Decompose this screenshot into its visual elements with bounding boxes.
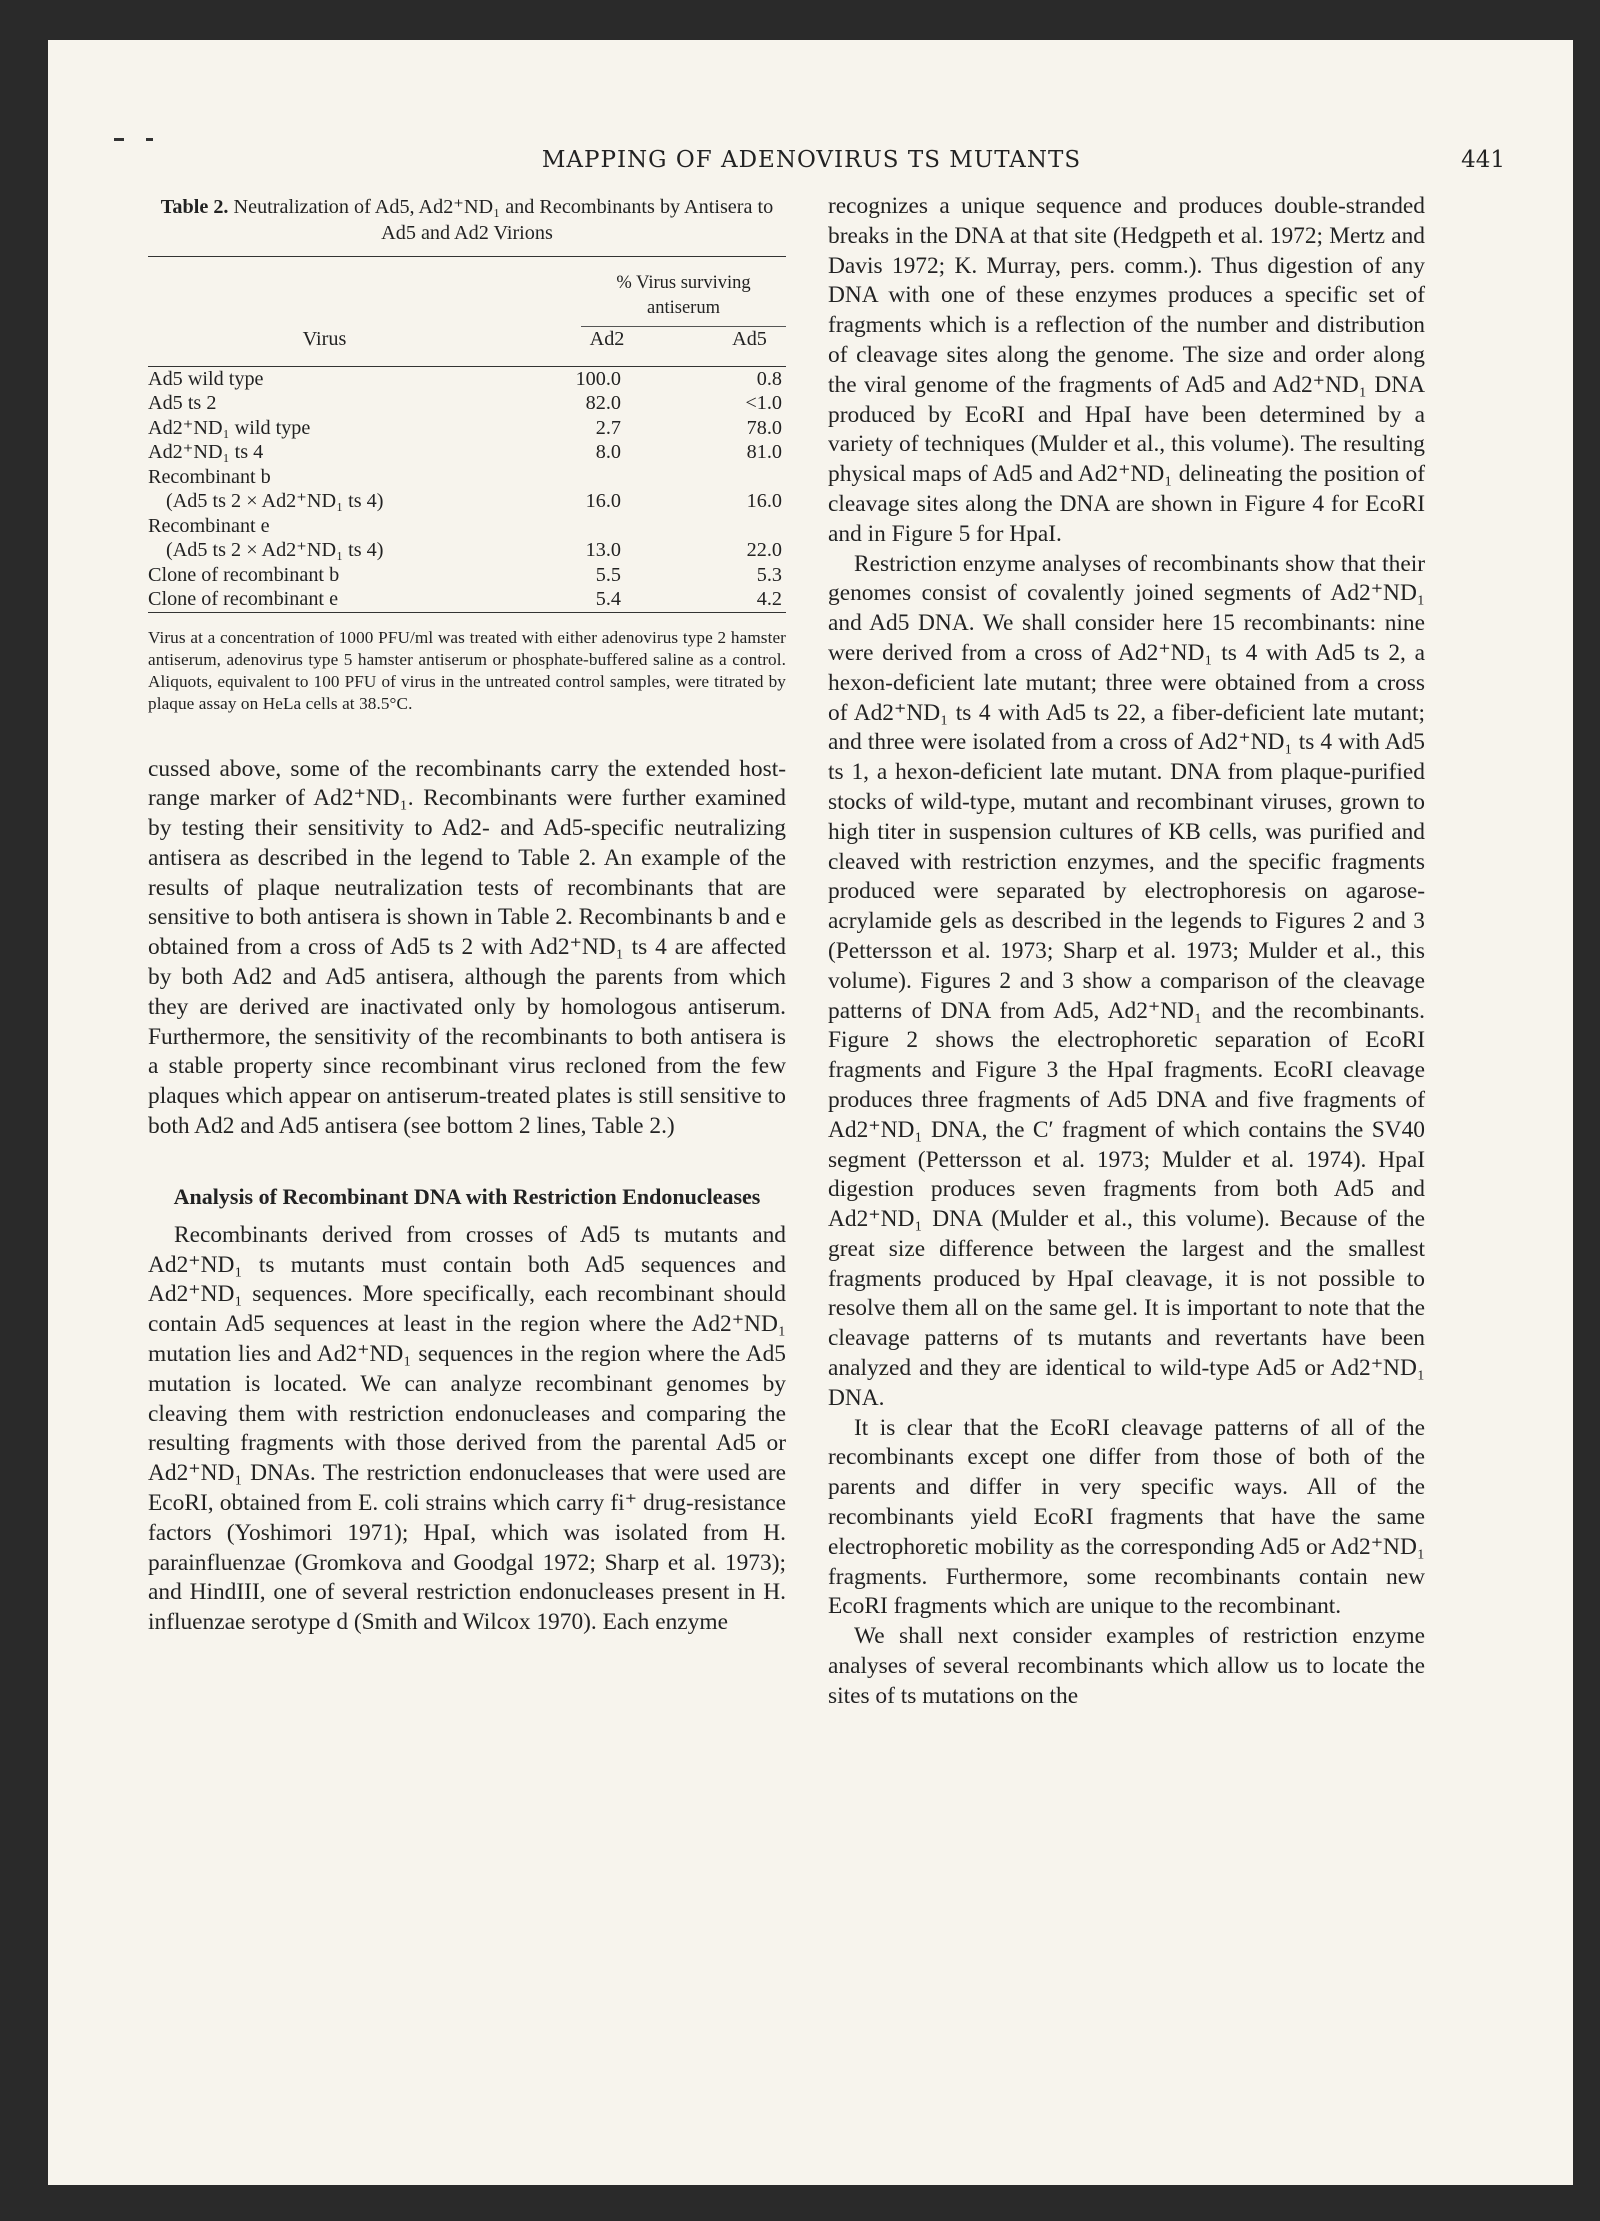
table-cell-ad2: 5.5 (595, 563, 621, 586)
table-cell-ad5: 22.0 (746, 539, 782, 561)
column-header-ad2: Ad2 (589, 328, 625, 350)
paragraph: Restriction enzyme analyses of recombinants show that their genomes consist of covalently joined segments of Ad2⁺ND₁ and Ad5 DNA. We shall consider here 15 recombinants: nine were derived from a cross of Ad2⁺ND₁ ts 4 with Ad5 ts 2, a hexon-deficient late mutant; three were obtained from a cross of Ad2⁺ND₁ ts 4 with Ad5 ts 22, a fiber-deficient late mutant; and three were isolated from a cross of Ad2⁺ND₁ ts 4 with Ad5 ts 1, a hexon-deficient late mutant. DNA from plaque-purified stocks of wild-type, mutant and recombinant viruses, grown to high titer in suspension cultures of KB cells, was purified and cleaved with restriction enzymes, and the specific fragments produced were separated by electrophoresis on agarose-acrylamide gels as described in the legends to Figures 2 and 3 (Pettersson et al. 1973; Sharp et al. 1973; Mulder et al., this volume). Figures 2 and 3 show a comparison of the cleavage patterns of DNA from Ad5, Ad2⁺ND₁ and the recombinants. Figure 2 shows the electrophoretic separation of EcoRI fragments and Figure 3 the HpaI fragments. EcoRI cleavage produces three fragments of Ad5 DNA and five fragments of Ad2⁺ND₁ DNA, the C′ fragment of which contains the SV40 segment (Pettersson et al. 1973; Mulder et al. 1974). HpaI digestion produces seven fragments from both Ad5 and Ad2⁺ND₁ DNA (Mulder et al., this volume). Because of the great size difference between the largest and the smallest fragments produced by HpaI cleavage, it is not possible to resolve them all on the same gel. It is important to note that the cleavage patterns of ts mutants and revertants have been analyzed and they are identical to wild-type Ad5 or Ad2⁺ND₁ DNA. (828, 550, 1425, 1411)
table-cell-ad2 (501, 514, 713, 539)
table-row (148, 514, 786, 539)
table-cell-ad2: 13.0 (585, 539, 621, 561)
table-caption (148, 194, 786, 246)
table-row (148, 538, 786, 563)
table-cell-virus: (Ad5 ts 2 × Ad2⁺ND₁ ts 4) (166, 490, 384, 512)
table-cell-ad5: 78.0 (746, 416, 782, 439)
table-row (148, 587, 786, 612)
paragraph: Recombinants derived from crosses of Ad5 ts mutants and Ad2⁺ND₁ ts mutants must contain both Ad5 sequences and Ad2⁺ND₁ sequences. More specifically, each recombinant should contain Ad5 sequences at least in the region where the Ad2⁺ND₁ mutation lies and Ad2⁺ND₁ sequences in the region where the Ad5 mutation is located. We can analyze recombinant genomes by cleaving them with restriction endonucleases and comparing the resulting fragments with those derived from the parental Ad5 or Ad2⁺ND₁ DNAs. The restriction endonucleases that were used are EcoRI, obtained from E. coli strains which carry fi⁺ drug-resistance factors (Yoshimori 1971); HpaI, which was isolated from H. parainfluenzae (Gromkova and Goodgal 1972; Sharp et al. 1973); and HindIII, one of several restriction endonucleases present in H. influenzae serotype d (Smith and Wilcox 1970). Each enzyme (148, 1221, 786, 1636)
scan-mark (114, 138, 124, 141)
running-head: MAPPING OF ADENOVIRUS TS MUTANTS (541, 147, 1082, 173)
table-cell-virus: (Ad5 ts 2 × Ad2⁺ND₁ ts 4) (166, 539, 384, 561)
table-row (148, 465, 786, 490)
table-caption-text: Neutralization of Ad5, Ad2⁺ND₁ and Recombinants by Antisera to Ad5 and Ad2 Virions (233, 196, 774, 244)
table-footnote: Virus at a concentration of 1000 PFU/ml was treated with either adenovirus type 2 hamster antiserum, adenovirus type 5 hamster antiserum or phosphate-buffered saline as a control. Aliquots, equivalent to 100 PFU of virus in the untreated control samples, were titrated by plaque assay on HeLa cells at 38.5°C. (148, 627, 786, 713)
page-number: 441 (1461, 147, 1505, 173)
table-cell-virus: Ad5 wild type (148, 367, 264, 390)
table-label: Table 2. (160, 196, 229, 218)
page-header (118, 147, 1505, 181)
paper-page (48, 40, 1573, 2185)
table-row (148, 563, 786, 588)
table-cell-ad5: 0.8 (756, 367, 782, 390)
paragraph: cussed above, some of the recombinants carry the extended host-range marker of Ad2⁺ND₁. Recombinants were further examined by testing their sensitivity to Ad2- and Ad5-specific neutralizing antisera as described in the legend to Table 2. An example of the results of plaque neutralization tests of recombinants that are sensitive to both antisera is shown in Table 2. Recombinants b and e obtained from a cross of Ad5 ts 2 with Ad2⁺ND₁ ts 4 are affected by both Ad2 and Ad5 antisera, although the parents from which they are derived are inactivated only by homologous antiserum. Furthermore, the sensitivity of the recombinants to both antisera is a stable property since recombinant virus recloned from the few plaques which appear on antiserum-treated plates is still sensitive to both Ad2 and Ad5 antisera (see bottom 2 lines, Table 2.) (148, 755, 786, 1140)
table-cell-ad2: 2.7 (595, 416, 621, 439)
table-cell-ad2: 82.0 (585, 392, 621, 414)
table-row (148, 391, 786, 416)
table-cell-ad2: 8.0 (595, 441, 621, 463)
table-cell-virus: Recombinant b (148, 465, 271, 488)
table-cell-ad5: <1.0 (745, 392, 782, 414)
section-heading: Analysis of Recombinant DNA with Restriction Endonucleases (173, 1183, 761, 1209)
table-row (148, 440, 786, 465)
table-cell-ad5 (713, 465, 786, 490)
paragraph: recognizes a unique sequence and produces double-stranded breaks in the DNA at that site (Hedgpeth et al. 1972; Mertz and Davis 1972; K. Murray, pers. comm.). Thus digestion of any DNA with one of these enzymes produces a specific set of fragments which is a reflection of the number and distribution of cleavage sites along the genome. The size and order along the viral genome of the fragments of Ad5 and Ad2⁺ND₁ DNA produced by EcoRI and HpaI have been determined by a variety of techniques (Mulder et al., this volume). The resulting physical maps of Ad5 and Ad2⁺ND₁ delineating the position of cleavage sites along the DNA are shown in Figure 4 for EcoRI and in Figure 5 for HpaI. (828, 193, 1425, 547)
table-row (148, 416, 786, 441)
table-body (148, 366, 786, 612)
table-cell-ad2: 100.0 (575, 367, 621, 390)
column-header-ad5: Ad5 (732, 328, 767, 350)
table-cell-ad2: 5.4 (595, 588, 621, 610)
table-row (148, 489, 786, 514)
paragraph: It is clear that the EcoRI cleavage patterns of all of the recombinants except one differ from those of both of the parents and differ in very specific ways. All of the recombinants yield EcoRI fragments that have the same electrophoretic mobility as the corresponding Ad5 or Ad2⁺ND₁ fragments. Furthermore, some recombinants contain new EcoRI fragments which are unique to the recombinant. (828, 1414, 1425, 1620)
table-cell-virus: Recombinant e (148, 514, 270, 537)
right-column (828, 192, 1425, 1712)
table-cell-ad2 (501, 465, 713, 490)
table-cell-virus: Clone of recombinant e (148, 588, 339, 610)
neutralization-table (148, 256, 786, 613)
table-cell-ad5: 81.0 (746, 441, 782, 463)
table-cell-ad5 (713, 514, 786, 539)
column-header-virus: Virus (302, 328, 347, 350)
table-cell-ad2: 16.0 (585, 490, 621, 512)
table-cell-virus: Ad2⁺ND₁ ts 4 (148, 441, 264, 463)
left-column (148, 192, 786, 1638)
table-cell-ad5: 4.2 (756, 588, 782, 610)
table-cell-virus: Ad2⁺ND₁ wild type (148, 416, 311, 439)
table-row (148, 366, 786, 391)
table-cell-virus: Ad5 ts 2 (148, 392, 217, 414)
scan-mark (146, 138, 153, 141)
paragraph: We shall next consider examples of restriction enzyme analyses of several recombinants which allow us to locate the sites of ts mutations on the (828, 1623, 1425, 1709)
table-cell-virus: Clone of recombinant b (148, 563, 340, 586)
table-cell-ad5: 16.0 (746, 490, 782, 512)
column-spanner: % Virus surviving antiserum (501, 257, 786, 328)
table-cell-ad5: 5.3 (756, 563, 782, 586)
